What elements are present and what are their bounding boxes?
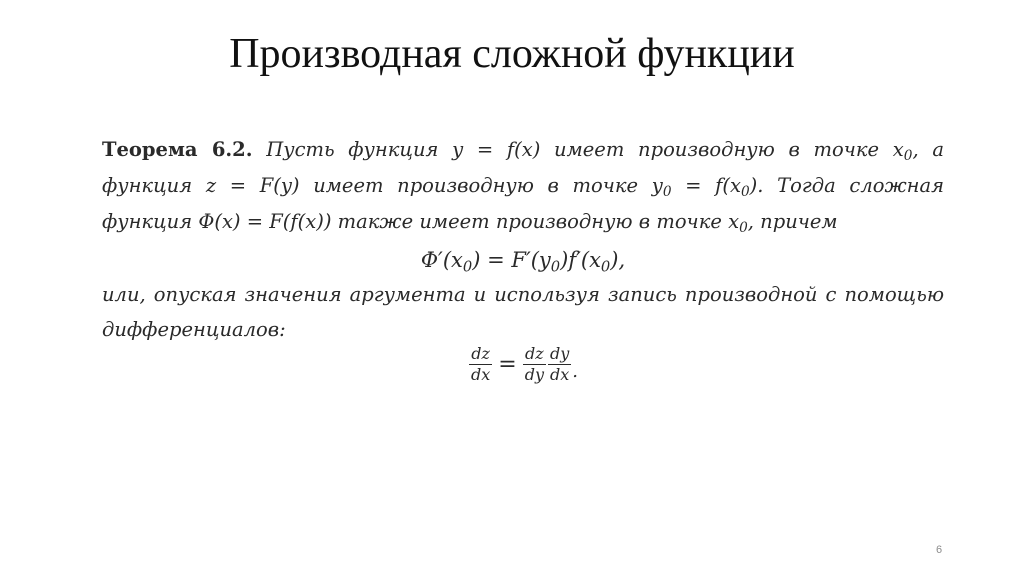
theorem-text: функция [102, 174, 193, 197]
math-expression: $y_0 = f(x_0)$. [651, 174, 764, 201]
theorem-line-4: или, опуская значения аргумента и используя запись производной с помощью [102, 283, 944, 306]
fraction-dy-dx: $\frac{dy}{dx}$ [549, 344, 570, 384]
slide-title: Производная сложной функции [229, 31, 795, 77]
formula-chain-rule: $\Phi'(x_0) = F'(y_0)f'(x_0)$, [420, 248, 626, 276]
page-number: 6 [936, 544, 943, 556]
math-expression: Φ(x) = F(f(x)) [198, 210, 332, 233]
fraction-dz-dy: $\frac{dz}{dy}$ [524, 344, 544, 384]
theorem-text: Пусть функция [266, 138, 439, 161]
equals-sign: = [498, 352, 517, 377]
theorem-text: , причем [747, 210, 838, 233]
theorem-text: имеет производную в точке [554, 138, 880, 161]
formula-differentials [102, 344, 944, 385]
math-expression: y = f(x) [452, 138, 541, 161]
theorem-line-5: дифференциалов: [102, 318, 286, 341]
theorem-text: Тогда сложная [777, 174, 945, 197]
math-variable: $x_0$, а [892, 138, 944, 165]
fraction-dz-dx: $\frac{dz}{dx}$ [471, 344, 491, 384]
theorem-label: Теорема 6.2. [102, 138, 253, 161]
theorem-text: также имеет производную в точке [337, 210, 722, 233]
theorem-text: имеет производную в точке [313, 174, 639, 197]
math-expression: z = F(y) [205, 174, 300, 197]
theorem-text: функция [102, 210, 193, 233]
theorem-line-3 [102, 210, 838, 237]
theorem-line-2 [102, 174, 945, 201]
math-variable: $x_0$ [728, 210, 748, 237]
theorem-line-1 [102, 138, 944, 165]
formula-period: . [572, 361, 578, 382]
